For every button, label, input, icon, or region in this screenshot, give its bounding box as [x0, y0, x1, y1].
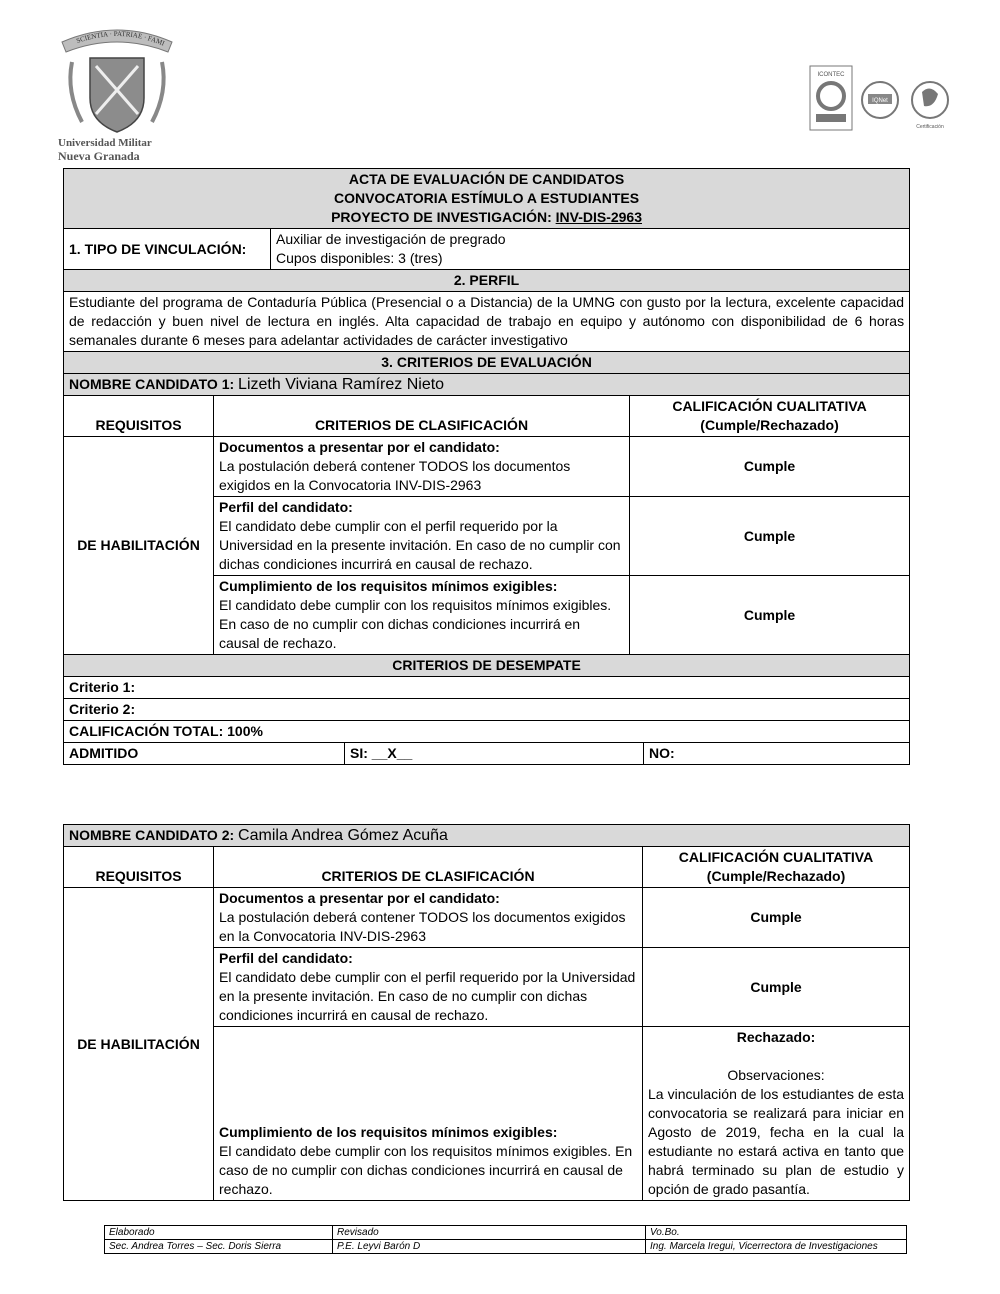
docs-text: La postulación deberá contener TODOS los documentos exigidos en la Convocatoria INV-DIS-2963: [219, 458, 571, 493]
cert-logo-text: Certificación: [916, 124, 944, 130]
result-minimos: Cumple: [630, 576, 910, 655]
evaluation-table-2: [63, 824, 910, 1201]
title-line-3: [69, 208, 904, 227]
habilitacion-label-2: DE HABILITACIÓN: [64, 888, 214, 1201]
icontec-logo-text: ICONTEC: [817, 72, 845, 78]
criterio-1: Criterio 1:: [64, 677, 910, 699]
minimos-text-2: El candidato debe cumplir con los requisitos mínimos exigibles. En caso de no cumplir con dichas condiciones incurrirá en causal de rechazo.: [219, 1143, 633, 1197]
col-calif-line-2: (Cumple/Rechazado): [700, 417, 839, 433]
criterio-docs-2: [214, 888, 643, 948]
title-line-3-prefix: PROYECTO DE INVESTIGACIÓN:: [331, 209, 556, 225]
perfil-header: 2. PERFIL: [64, 270, 910, 292]
iqnet-logo-text: IQNet: [872, 98, 888, 104]
col-calif-line-1: CALIFICACIÓN CUALITATIVA: [672, 398, 867, 414]
footer-revisado-label: Revisado: [333, 1226, 646, 1240]
university-logo: [52, 22, 182, 164]
footer-revisado-value: P.E. Leyvi Barón D: [333, 1240, 646, 1254]
project-code: INV-DIS-2963: [555, 209, 642, 225]
admitido-label: ADMITIDO: [64, 743, 345, 765]
footer-elaborado-value: Sec. Andrea Torres – Sec. Doris Sierra: [105, 1240, 333, 1254]
criterio-2: Criterio 2:: [64, 699, 910, 721]
docs-text-2: La postulación deberá contener TODOS los documentos exigidos en la Convocatoria INV-DIS-2963: [219, 909, 626, 944]
tipo-value-line-1: Auxiliar de investigación de pregrado: [276, 231, 506, 247]
perfil-title: Perfil del candidato:: [219, 499, 353, 515]
minimos-title: Cumplimiento de los requisitos mínimos exigibles:: [219, 578, 558, 594]
footer-elaborado-label: Elaborado: [105, 1226, 333, 1240]
tipo-value-line-2: Cupos disponibles: 3 (tres): [276, 250, 443, 266]
evaluation-table-1: [63, 168, 910, 765]
col-calificacion-2: [643, 847, 910, 888]
tipo-vinculacion-label: 1. TIPO DE VINCULACIÓN:: [64, 229, 271, 270]
col-criterios-2: CRITERIOS DE CLASIFICACIÓN: [214, 847, 643, 888]
col-calif-line-1-2: CALIFICACIÓN CUALITATIVA: [678, 849, 874, 865]
footer-vobo-label: Vo.Bo.: [646, 1226, 907, 1240]
docs-title-2: Documentos a presentar por el candidato:: [219, 890, 500, 906]
result-docs-2: Cumple: [643, 888, 910, 948]
perfil-criterio-text-2: El candidato debe cumplir con el perfil requerido por la Universidad en la presente invitación. En caso de no cumplir con dichas condiciones incurrirá en causal de rechazo.: [219, 969, 636, 1023]
result-perfil: Cumple: [630, 497, 910, 576]
certification-logos: [808, 64, 956, 134]
result-docs: Cumple: [630, 437, 910, 497]
perfil-title-2: Perfil del candidato:: [219, 950, 353, 966]
logo-name-line2: Nueva Granada: [58, 149, 140, 163]
candidate-2-label: NOMBRE CANDIDATO 2:: [69, 827, 239, 843]
title-line-1: ACTA DE EVALUACIÓN DE CANDIDATOS: [348, 171, 625, 187]
desempate-header: CRITERIOS DE DESEMPATE: [64, 655, 910, 677]
observaciones-label: Observaciones:: [727, 1067, 825, 1083]
result-minimos-2: [643, 1027, 910, 1201]
perfil-criterio-text: El candidato debe cumplir con el perfil requerido por la Universidad en la presente invitación. En caso de no cumplir con dichas condiciones incurrirá en causal de rechazo.: [219, 518, 621, 572]
criterio-minimos-2: [214, 1027, 643, 1201]
minimos-title-2: Cumplimiento de los requisitos mínimos exigibles:: [219, 1124, 558, 1140]
result-perfil-2: Cumple: [643, 948, 910, 1027]
rechazado-label: Rechazado:: [736, 1029, 816, 1045]
observaciones-text: La vinculación de los estudiantes de esta convocatoria se realizará para iniciar en Agosto de 2019, fecha en la cual la estudiante no estará activa en tanto que habrá terminado su plan de estudio y opción de grado pasantía.: [648, 1086, 905, 1197]
admitido-no: NO:: [644, 743, 910, 765]
criterios-header: 3. CRITERIOS DE EVALUACIÓN: [64, 352, 910, 374]
criterio-docs: [214, 437, 630, 497]
habilitacion-label: DE HABILITACIÓN: [64, 437, 214, 655]
logo-name-line1: Universidad Militar: [58, 137, 152, 149]
candidate-1-label: NOMBRE CANDIDATO 1:: [69, 376, 239, 392]
tipo-vinculacion-value: [271, 229, 910, 270]
criterio-perfil-2: [214, 948, 643, 1027]
col-criterios: CRITERIOS DE CLASIFICACIÓN: [214, 396, 630, 437]
docs-title: Documentos a presentar por el candidato:: [219, 439, 500, 455]
criterio-minimos: [214, 576, 630, 655]
candidate-2-name-row: [64, 825, 910, 847]
calificacion-total: CALIFICACIÓN TOTAL: 100%: [64, 721, 910, 743]
title-line-2: CONVOCATORIA ESTÍMULO A ESTUDIANTES: [333, 190, 640, 206]
col-requisitos-2: REQUISITOS: [64, 847, 214, 888]
footer-vobo-value: Ing. Marcela Iregui, Vicerrectora de Investigaciones: [646, 1240, 907, 1254]
acta-title: [64, 169, 910, 229]
col-requisitos: REQUISITOS: [64, 396, 214, 437]
logo-motto: SCIENTIA · PATRIAE · FAMI: [75, 29, 166, 48]
candidate-1-name: Lizeth Viviana Ramírez Nieto: [238, 376, 445, 393]
perfil-text: Estudiante del programa de Contaduría Pública (Presencial o a Distancia) de la UMNG con gusto por la lectura, excelente capacidad de redacción y buen nivel de lectura en inglés. Alta capacidad de trabajo en equipo y autónomo con disponibilidad de 6 horas semanales durante 6 meses para adelantar actividades de carácter investigativo: [64, 292, 910, 352]
col-calif-line-2-2: (Cumple/Rechazado): [706, 868, 846, 884]
candidate-2-name: Camila Andrea Gómez Acuña: [238, 827, 448, 844]
criterio-perfil: [214, 497, 630, 576]
footer-table: [104, 1225, 907, 1254]
col-calificacion: [630, 396, 910, 437]
minimos-text: El candidato debe cumplir con los requisitos mínimos exigibles. En caso de no cumplir con dichas condiciones incurrirá en causal de rechazo.: [219, 597, 612, 651]
candidate-1-name-row: [64, 374, 910, 396]
admitido-si: SI: __X__: [345, 743, 644, 765]
